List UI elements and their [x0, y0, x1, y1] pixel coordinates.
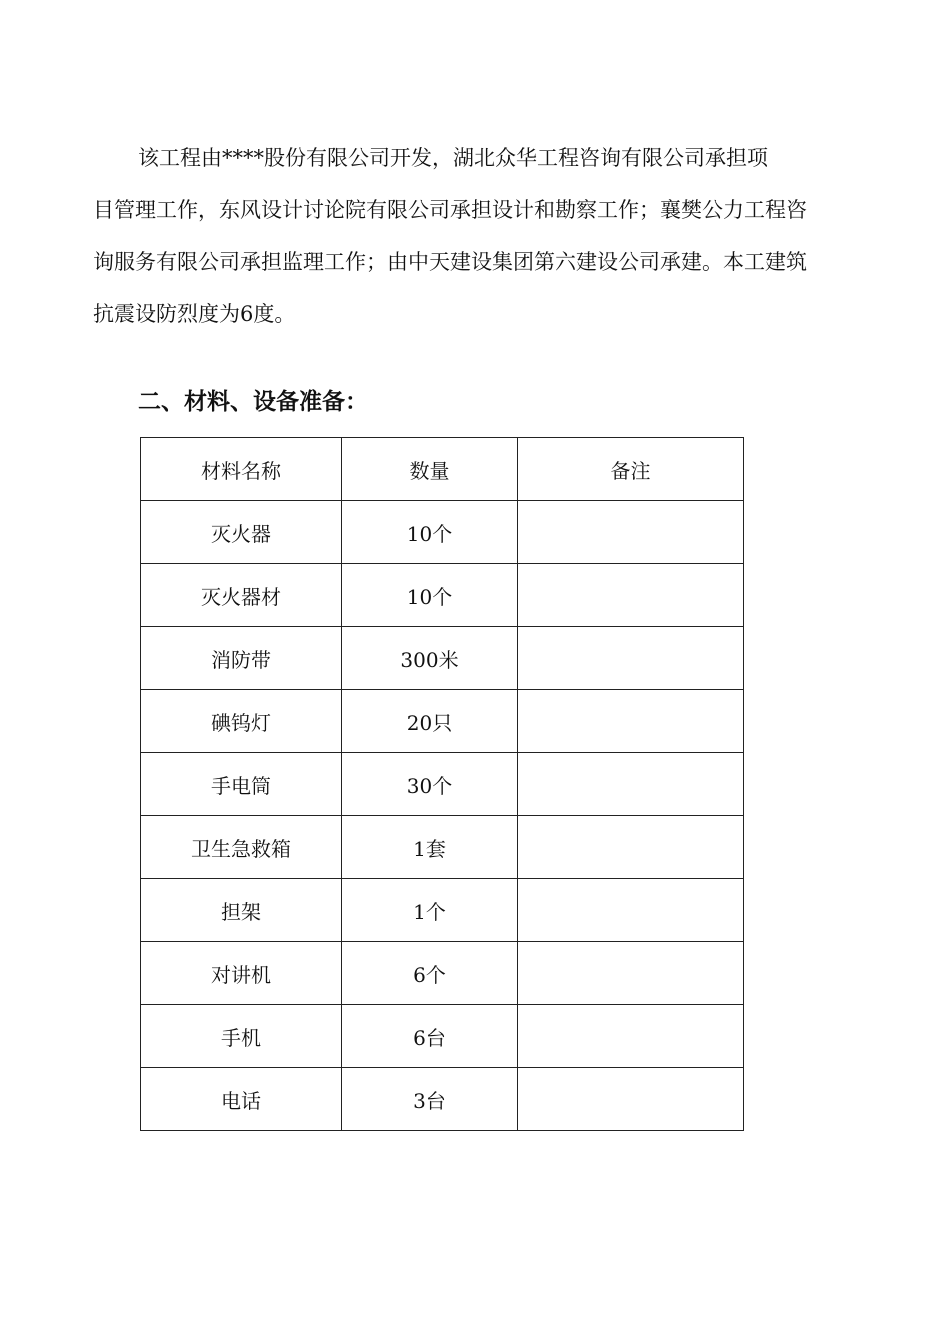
table-header-row — [141, 438, 744, 501]
cell-quantity: 30个 — [342, 753, 518, 816]
table-row — [141, 942, 744, 1005]
cell-remarks — [518, 879, 744, 942]
intro-line: 该工程由****股份有限公司开发，湖北众华工程咨询有限公司承担项 — [138, 146, 768, 170]
cell-material-name: 卫生急救箱 — [141, 816, 342, 879]
cell-remarks — [518, 690, 744, 753]
cell-quantity: 10个 — [342, 501, 518, 564]
table-row — [141, 501, 744, 564]
cell-material-name: 消防带 — [141, 627, 342, 690]
table-row — [141, 879, 744, 942]
cell-remarks — [518, 1005, 744, 1068]
cell-material-name: 手电筒 — [141, 753, 342, 816]
table-row — [141, 816, 744, 879]
cell-remarks — [518, 942, 744, 1005]
cell-remarks — [518, 627, 744, 690]
cell-quantity: 6个 — [342, 942, 518, 1005]
materials-table — [140, 437, 744, 1131]
cell-remarks — [518, 753, 744, 816]
cell-quantity: 10个 — [342, 564, 518, 627]
table-row — [141, 753, 744, 816]
cell-material-name: 手机 — [141, 1005, 342, 1068]
cell-material-name: 电话 — [141, 1068, 342, 1131]
header-quantity: 数量 — [342, 438, 518, 501]
cell-quantity: 1套 — [342, 816, 518, 879]
table-row — [141, 1005, 744, 1068]
cell-material-name: 对讲机 — [141, 942, 342, 1005]
section-heading: 二、材料、设备准备： — [138, 389, 368, 415]
table-row — [141, 564, 744, 627]
intro-line: 抗震设防烈度为6度。 — [93, 302, 296, 326]
cell-quantity: 1个 — [342, 879, 518, 942]
cell-quantity: 6台 — [342, 1005, 518, 1068]
cell-material-name: 灭火器 — [141, 501, 342, 564]
cell-remarks — [518, 816, 744, 879]
intro-paragraph — [93, 132, 873, 340]
cell-quantity: 300米 — [342, 627, 518, 690]
table-row — [141, 690, 744, 753]
table-row — [141, 1068, 744, 1131]
intro-line: 询服务有限公司承担监理工作；由中天建设集团第六建设公司承建。本工建筑 — [93, 250, 807, 274]
cell-material-name: 碘钨灯 — [141, 690, 342, 753]
intro-line: 目管理工作，东风设计讨论院有限公司承担设计和勘察工作；襄樊公力工程咨 — [93, 198, 807, 222]
cell-quantity: 20只 — [342, 690, 518, 753]
cell-material-name: 灭火器材 — [141, 564, 342, 627]
cell-quantity: 3台 — [342, 1068, 518, 1131]
cell-remarks — [518, 501, 744, 564]
header-remarks: 备注 — [518, 438, 744, 501]
cell-remarks — [518, 1068, 744, 1131]
cell-remarks — [518, 564, 744, 627]
header-material-name: 材料名称 — [141, 438, 342, 501]
cell-material-name: 担架 — [141, 879, 342, 942]
table-row — [141, 627, 744, 690]
